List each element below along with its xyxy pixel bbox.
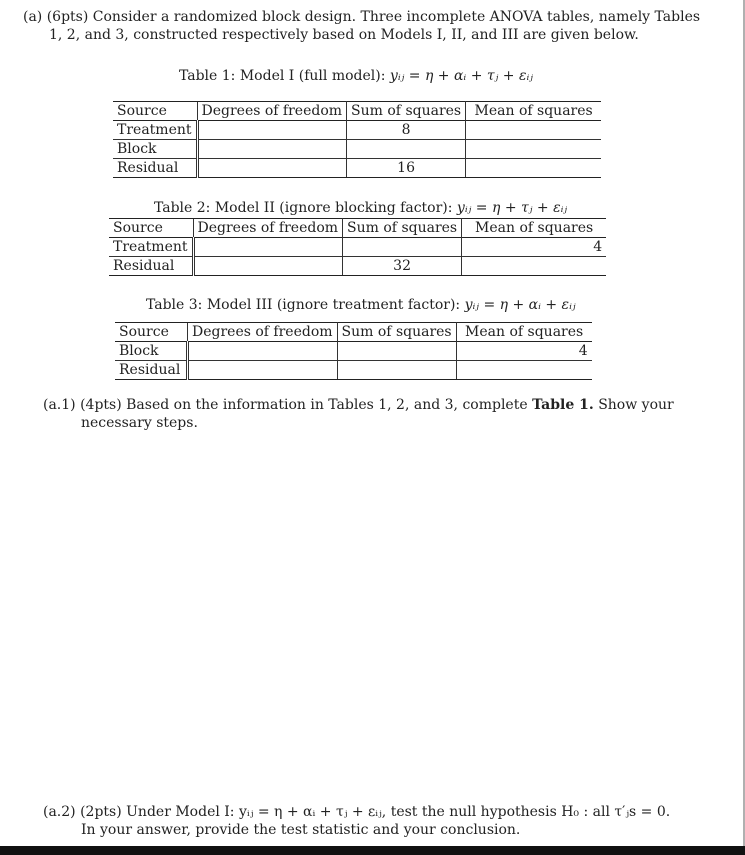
table2-ms-cell: 4	[462, 238, 607, 257]
table1-header-row	[113, 102, 601, 121]
table2-header-ss: Sum of squares	[343, 219, 462, 238]
table1-df-cell	[197, 159, 347, 178]
table1-header-ss: Sum of squares	[347, 102, 466, 121]
table2-header-df: Degrees of freedom	[193, 219, 343, 238]
table-row	[113, 121, 601, 140]
table2-ss-cell	[343, 238, 462, 257]
table1-ms-cell	[466, 140, 602, 159]
table1-header-df: Degrees of freedom	[197, 102, 347, 121]
question-a2	[43, 803, 733, 839]
table1-header-ms: Mean of squares	[466, 102, 602, 121]
table2-df-cell	[193, 257, 343, 276]
table3-ss-cell	[337, 342, 456, 361]
table3-ss-cell	[337, 361, 456, 380]
table1-caption	[179, 67, 533, 85]
question-a1	[43, 396, 733, 432]
table1-ss-cell: 8	[347, 121, 466, 140]
table3-header-df: Degrees of freedom	[188, 323, 338, 342]
table-row	[113, 140, 601, 159]
table3-df-cell	[188, 361, 338, 380]
question-a1-line2: necessary steps.	[81, 415, 198, 431]
question-a	[23, 8, 723, 44]
table1-ss-cell: 16	[347, 159, 466, 178]
question-a1-prefix: (a.1) (4pts) Based on the information in Tables 1, 2, and 3, complete	[43, 397, 528, 413]
question-a2-line2: In your answer, provide the test statistic and your conclusion.	[81, 822, 521, 838]
table3-header-row	[115, 323, 592, 342]
table3-source-cell: Residual	[115, 361, 188, 380]
table-row	[113, 159, 601, 178]
table2-source-cell: Residual	[109, 257, 193, 276]
table3	[115, 322, 592, 380]
table2-source-cell: Treatment	[109, 238, 193, 257]
table1-ms-cell	[466, 159, 602, 178]
table2-header-source: Source	[109, 219, 193, 238]
table1	[113, 101, 601, 178]
table1-caption-formula: yᵢⱼ = η + αᵢ + τⱼ + εᵢⱼ	[389, 68, 533, 84]
table2-caption-formula: yᵢⱼ = η + τⱼ + εᵢⱼ	[456, 200, 568, 216]
table1-ss-cell	[347, 140, 466, 159]
table3-header-source: Source	[115, 323, 188, 342]
question-a-line1: (a) (6pts) Consider a randomized block design. Three incomplete ANOVA tables, namely Tables	[23, 9, 701, 25]
table2	[109, 218, 606, 276]
table3-header-ss: Sum of squares	[337, 323, 456, 342]
table2-header-ms: Mean of squares	[462, 219, 607, 238]
table2-ss-cell: 32	[343, 257, 462, 276]
question-a2-line1: (a.2) (2pts) Under Model I: yᵢⱼ = η + αᵢ + τⱼ + εᵢⱼ, test the null hypothesis H₀ : all τ′ⱼs = 0.	[43, 804, 671, 820]
table-row	[109, 238, 606, 257]
question-a1-suffix: Show your	[598, 397, 674, 413]
table3-caption-formula: yᵢⱼ = η + αᵢ + εᵢⱼ	[464, 297, 576, 313]
table3-header-ms: Mean of squares	[456, 323, 592, 342]
table3-caption-text: Table 3: Model III (ignore treatment factor):	[146, 297, 461, 313]
table2-caption	[154, 199, 567, 217]
table-row	[109, 257, 606, 276]
table1-source-cell: Residual	[113, 159, 197, 178]
table1-caption-text: Table 1: Model I (full model):	[179, 68, 386, 84]
table-row	[115, 361, 592, 380]
table2-header-row	[109, 219, 606, 238]
table3-df-cell	[188, 342, 338, 361]
table-row	[115, 342, 592, 361]
table1-df-cell	[197, 140, 347, 159]
question-a-line2: 1, 2, and 3, constructed respectively based on Models I, II, and III are given below.	[49, 27, 639, 43]
table3-ms-cell	[456, 361, 592, 380]
bottom-edge-bar	[0, 846, 745, 855]
table3-source-cell: Block	[115, 342, 188, 361]
table1-df-cell	[197, 121, 347, 140]
table1-source-cell: Treatment	[113, 121, 197, 140]
question-a1-bold: Table 1.	[532, 397, 594, 413]
table3-caption	[146, 296, 576, 314]
table1-ms-cell	[466, 121, 602, 140]
table2-caption-text: Table 2: Model II (ignore blocking factor):	[154, 200, 453, 216]
table2-df-cell	[193, 238, 343, 257]
table2-ms-cell	[462, 257, 607, 276]
table1-header-source: Source	[113, 102, 197, 121]
table1-source-cell: Block	[113, 140, 197, 159]
table3-ms-cell: 4	[456, 342, 592, 361]
